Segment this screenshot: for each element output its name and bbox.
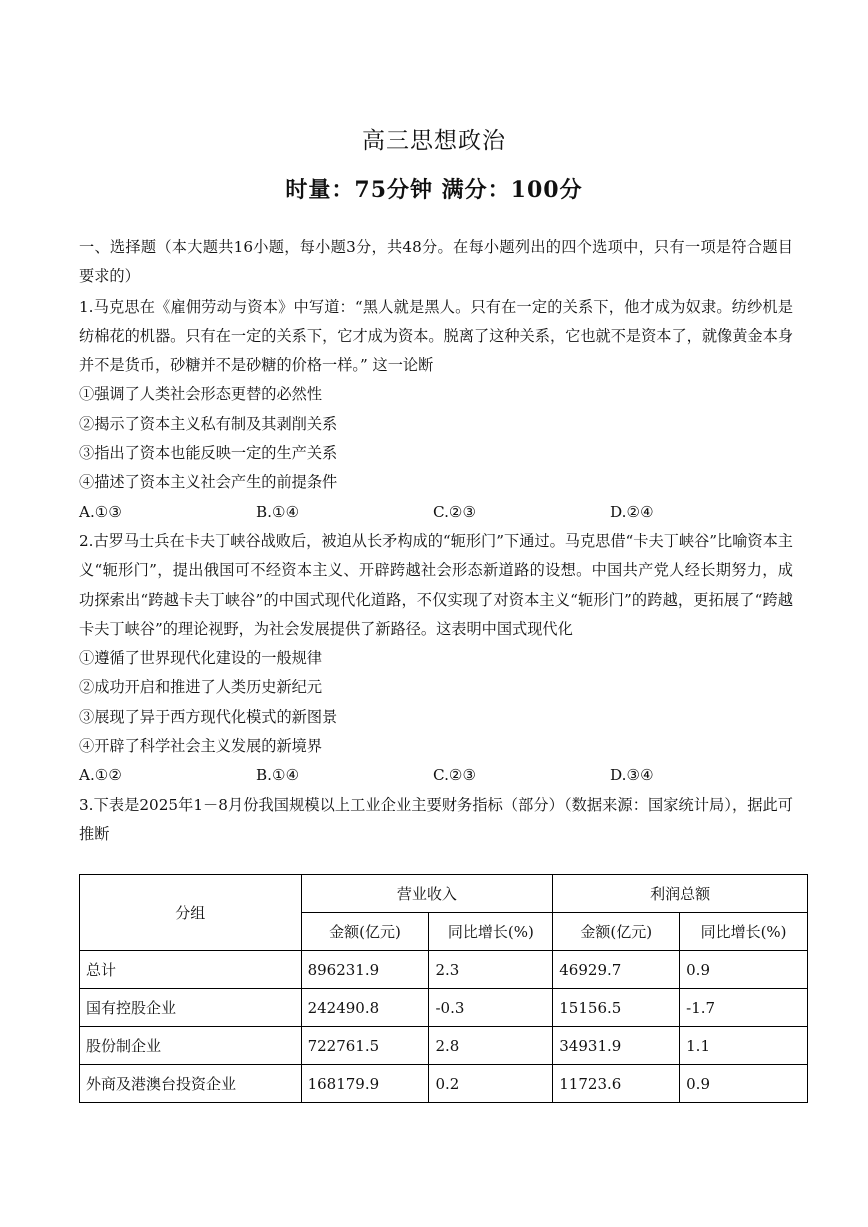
table-sub-header: 同比增长(%) (429, 913, 553, 951)
q2-item: ②成功开启和推进了人类历史新纪元 (79, 678, 322, 697)
q2-choice-d[interactable]: D.③④ (610, 766, 654, 785)
row-label: 国有控股企业 (80, 989, 302, 1027)
table-sub-header: 金额(亿元) (553, 913, 680, 951)
q1-item: ③指出了资本也能反映一定的生产关系 (79, 444, 338, 463)
q1-item: ②揭示了资本主义私有制及其剥削关系 (79, 414, 338, 433)
q2-choice-c[interactable]: C.②③ (433, 766, 477, 785)
table-sub-header: 同比增长(%) (680, 913, 808, 951)
table-cell: 46929.7 (553, 951, 680, 989)
table-cell: 168179.9 (301, 1065, 429, 1103)
table-group-header: 分组 (80, 875, 302, 951)
table-cell: 2.8 (429, 1027, 553, 1065)
q3-stem: 3.下表是2025年1－8月份我国规模以上工业企业主要财务指标（部分）（数据来源：国家统计局），据此可推断 (79, 795, 793, 843)
q2-choice-a[interactable]: A.①② (79, 766, 123, 785)
table-row (80, 989, 808, 1027)
row-label: 股份制企业 (80, 1027, 302, 1065)
table-sub-header: 金额(亿元) (301, 913, 429, 951)
q2-item: ④开辟了科学社会主义发展的新境界 (79, 737, 322, 756)
table-cell: 1.1 (680, 1027, 808, 1065)
q1-stem: 1.马克思在《雇佣劳动与资本》中写道：“黑人就是黑人。只有在一定的关系下，他才成为奴隶。纺纱机是纺棉花的机器。只有在一定的关系下，它才成为资本。脱离了这种关系，它也就不是资本了，就像黄金本身并不是货币，砂糖并不是砂糖的价格一样。” 这一论断 (79, 297, 793, 375)
q1-choice-d[interactable]: D.②④ (610, 502, 654, 521)
exam-meta: 时量：75分钟 满分：100分 (285, 177, 583, 203)
table-cell: 0.9 (680, 951, 808, 989)
q1-item: ④描述了资本主义社会产生的前提条件 (79, 473, 338, 492)
row-label: 总计 (80, 951, 302, 989)
row-label: 外商及港澳台投资企业 (80, 1065, 302, 1103)
q1-choice-c[interactable]: C.②③ (433, 502, 477, 521)
table-cell: 0.9 (680, 1065, 808, 1103)
table-cell: 34931.9 (553, 1027, 680, 1065)
table-col-group-profit: 利润总额 (553, 875, 808, 913)
table-cell: 2.3 (429, 951, 553, 989)
exam-content (79, 233, 793, 849)
table-row (80, 951, 808, 989)
financial-table (79, 874, 808, 1103)
table-row (80, 1027, 808, 1065)
q1-choices (79, 498, 793, 527)
table-cell: 242490.8 (301, 989, 429, 1027)
q1-choice-a[interactable]: A.①③ (79, 502, 123, 521)
table-cell: -1.7 (680, 989, 808, 1027)
section-heading: 一、选择题（本大题共16小题，每小题3分，共48分。在每小题列出的四个选项中，只有一项是符合题目要求的） (79, 238, 793, 286)
table-cell: 722761.5 (301, 1027, 429, 1065)
q2-choice-b[interactable]: B.①④ (256, 766, 300, 785)
table-cell: 11723.6 (553, 1065, 680, 1103)
page-title: 高三思想政治 (362, 128, 506, 154)
table-cell: 0.2 (429, 1065, 553, 1103)
table-cell: 896231.9 (301, 951, 429, 989)
q1-choice-b[interactable]: B.①④ (256, 502, 300, 521)
table-row (80, 1065, 808, 1103)
q2-choices (79, 761, 793, 790)
q2-stem: 2.古罗马士兵在卡夫丁峡谷战败后，被迫从长矛构成的“轭形门”下通过。马克思借“卡夫丁峡谷”比喻资本主义“轭形门”，提出俄国可不经资本主义、开辟跨越社会形态新道路的设想。中国共产党人经长期努力，成功探索出“跨越卡夫丁峡谷”的中国式现代化道路，不仅实现了对资本主义“轭形门”的跨越，更拓展了“跨越卡夫丁峡谷”的理论视野，为社会发展提供了新路径。这表明中国式现代化 (79, 531, 793, 638)
table-cell: -0.3 (429, 989, 553, 1027)
q2-item: ③展现了异于西方现代化模式的新图景 (79, 707, 338, 726)
q2-item: ①遵循了世界现代化建设的一般规律 (79, 649, 322, 668)
table-col-group-revenue: 营业收入 (301, 875, 553, 913)
q1-item: ①强调了人类社会形态更替的必然性 (79, 385, 322, 404)
table-cell: 15156.5 (553, 989, 680, 1027)
